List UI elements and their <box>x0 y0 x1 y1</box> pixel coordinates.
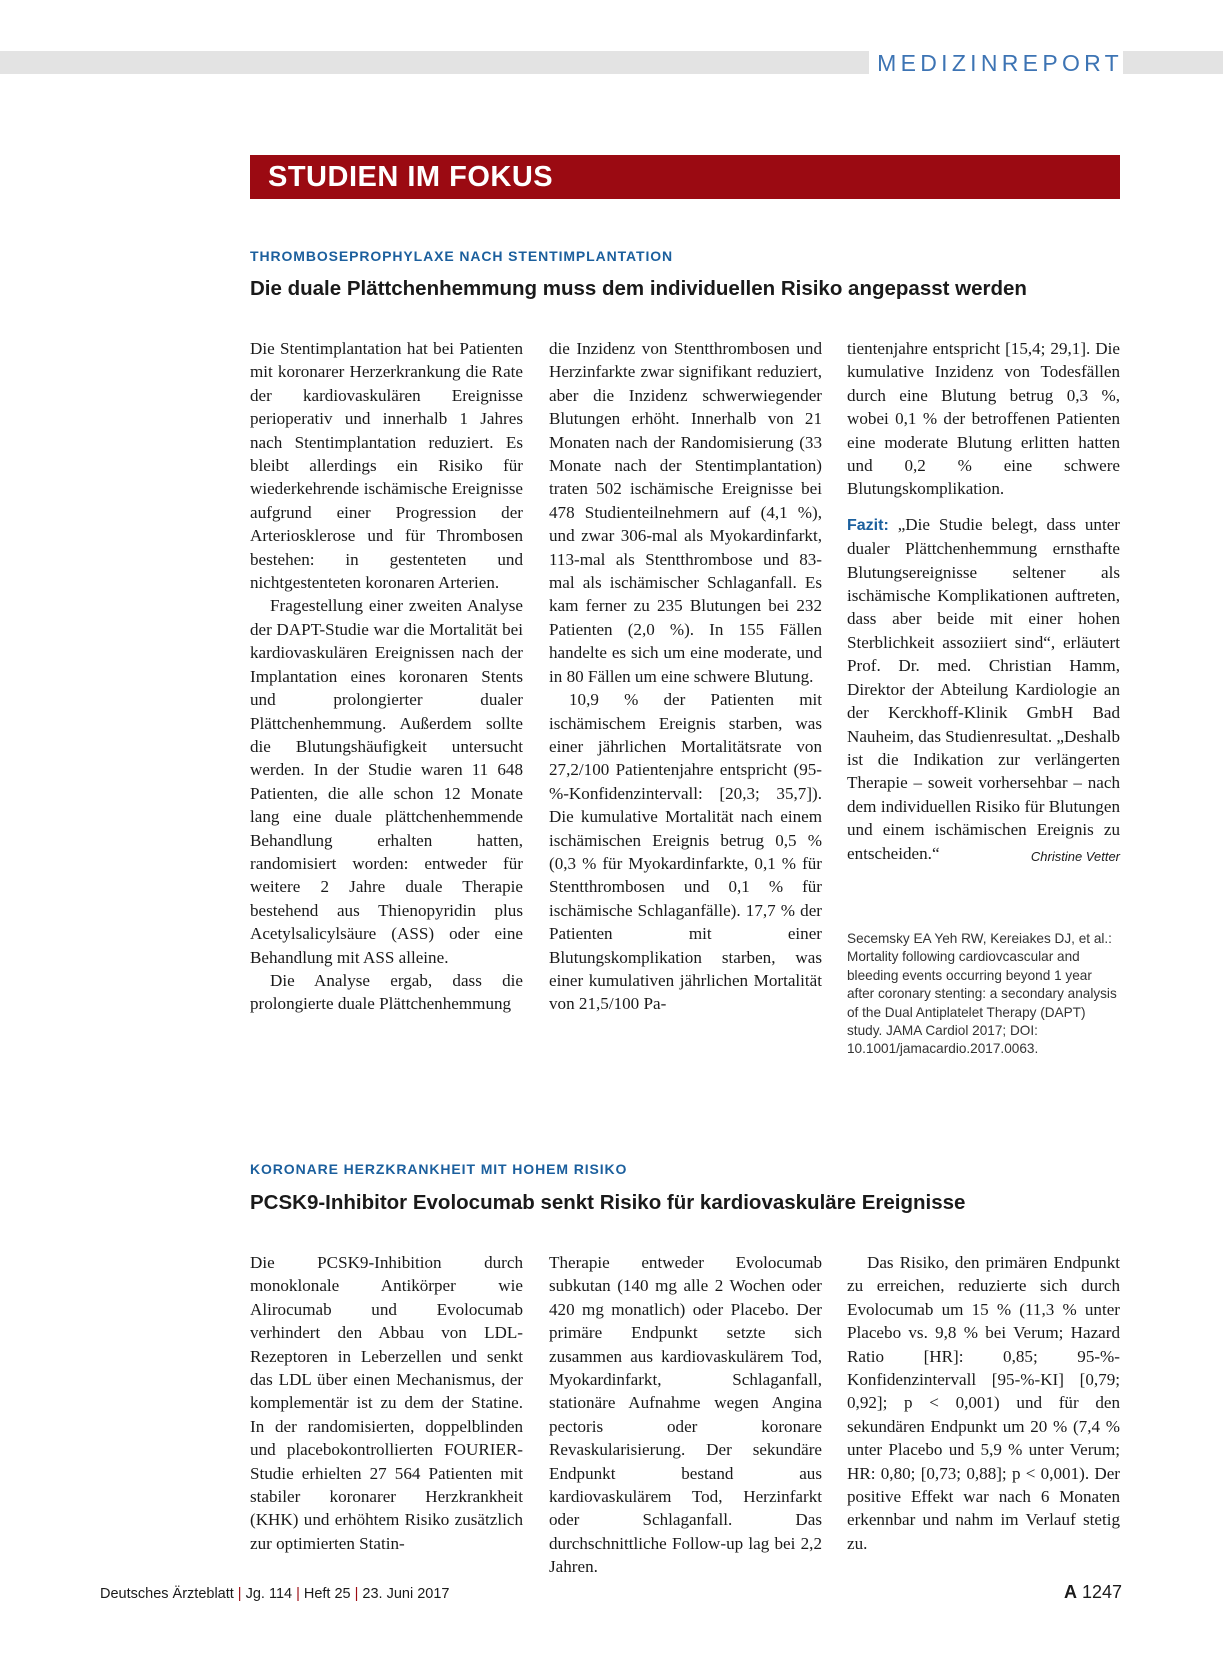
article2-paragraph: Die PCSK9-Inhibition durch monoklonale Antikörper wie Alirocumab und Evolocumab verhindert den Abbau von LDL-Rezeptoren in Leberzellen und senkt das LDL über einen Mechanismus, der komplementär ist zu dem der Statine. In der randomisierten, doppelblinden und placebokontrollierten FOURIER-Studie erhielten 27 564 Patienten mit stabiler koronarer Herzkrankheit (KHK) und erhöhtem Risiko zusätzlich zur optimierten Statin- <box>250 1253 523 1553</box>
separator: | <box>354 1586 359 1602</box>
article2-column-1 <box>250 1251 523 1555</box>
article2-column-3 <box>847 1251 1120 1555</box>
article2-paragraph: Therapie entweder Evolocumab subkutan (140 mg alle 2 Wochen oder 420 mg monatlich) oder Placebo. Der primäre Endpunkt setzte sich zusammen aus kardiovaskulärem Tod, Myokardinfarkt, Schlaganfall, stationäre Aufnahme wegen Angina pectoris oder koronare Revaskularisierung. Der sekundäre Endpunkt bestand aus kardiovaskulärem Tod, Herzinfarkt oder Schlaganfall. Das durchschnittliche Follow-up lag bei 2,2 Jahren. <box>549 1253 822 1577</box>
article1-kicker: THROMBOSEPROPHYLAXE NACH STENTIMPLANTATION <box>250 248 674 264</box>
article1-paragraph: tientenjahre entspricht [15,4; 29,1]. Die kumulative Inzidenz von Todesfällen durch eine Blutung betrug 0,3 %, wobei 0,1 % der betroffenen Patienten eine moderate Blutung erlitten hatten und 0,2 % eine schwere Blutungskomplikation. <box>847 339 1120 499</box>
article2-kicker: KORONARE HERZKRANKHEIT MIT HOHEM RISIKO <box>250 1161 628 1177</box>
section-label: MEDIZINREPORT <box>869 50 1123 76</box>
fazit-label: Fazit: <box>847 516 889 534</box>
article1-column-1 <box>250 337 523 1016</box>
separator: | <box>296 1586 300 1602</box>
separator: | <box>237 1586 242 1602</box>
article1-column-2 <box>549 337 822 1016</box>
article2-column-2 <box>549 1251 822 1579</box>
page-number <box>1064 1581 1122 1603</box>
fazit-text: „Die Studie belegt, dass unter dualer Plättchenhemmung ernsthafte Blutungsereignisse seltener als ischämische Komplikationen auftreten, dass aber beide mit einer hohen Sterblichkeit assoziiert sind“, erläutert Prof. Dr. med. Christian Hamm, Direktor der Abteilung Kardiologie an der Kerckhoff-Klinik GmbH Bad Nauheim, das Studienresultat. „Deshalb ist die Indikation zur verlängerten Therapie – soweit vorhersehbar – nach dem individuellen Risiko für Blutungen und einem ischämischen Ereignis zu entscheiden.“ <box>847 514 1120 863</box>
page-prefix: A <box>1063 1582 1077 1602</box>
article1-headline: Die duale Plättchenhemmung muss dem individuellen Risiko angepasst werden <box>250 277 1027 300</box>
article1-paragraph: die Inzidenz von Stentthrombosen und Herzinfarkte zwar signifikant reduziert, aber die Inzidenz schwerwiegender Blutungen erhöht. Innerhalb von 21 Monaten nach der Randomisierung (33 Monate nach der Stentimplantation) traten 502 ischämische Ereignisse bei 478 Studienteilnehmern auf (4,1 %), und zwar 306-mal als Myokardinfarkt, 113-mal als Stentthrombose und 83-mal als ischämischer Schlaganfall. Es kam ferner zu 235 Blutungen bei 232 Patienten (2,0 %). In 155 Fällen handelte es sich um eine moderate, und in 80 Fällen um eine schwere Blutung. <box>549 339 822 686</box>
reference: Secemsky EA Yeh RW, Kereiakes DJ, et al.: Mortality following cardiovcascular and bleeding events occurring beyond 1 year after coronary stenting: a secondary analysis of the Dual Antiplatelet Therapy (DAPT) study. JAMA Cardiol 2017; DOI: 10.1001/jamacardio.2017.0063. <box>847 931 1117 1057</box>
article1-paragraph: Die Analyse ergab, dass die prolongierte duale Plättchenhemmung <box>250 970 523 1014</box>
issue: Heft 25 <box>303 1586 351 1602</box>
article1-paragraph: Fragestellung einer zweiten Analyse der DAPT-Studie war die Mortalität bei kardiovaskulären Ereignissen nach der Implantation eines koronaren Stents und prolongierter dualer Plättchenhemmung. Außerdem sollte die Blutungshäufigkeit untersucht werden. In der Studie waren 11 648 Patienten, die alle schon 12 Monate lang eine duale plättchenhemmende Behandlung erhalten hatten, randomisiert worden: entweder für weitere 2 Jahre duale Therapie bestehend aus Thienopyridin plus Acetylsalicylsäure (ASS) oder eine Behandlung mit ASS alleine. <box>250 596 523 967</box>
journal-name: Deutsches Ärzteblatt <box>100 1586 234 1602</box>
footer-citation <box>100 1585 449 1603</box>
volume: Jg. 114 <box>245 1586 293 1602</box>
author-name: Christine Vetter <box>1030 848 1120 864</box>
banner-title: STUDIEN IM FOKUS <box>268 161 554 193</box>
article2-headline: PCSK9-Inhibitor Evolocumab senkt Risiko für kardiovaskuläre Ereignisse <box>250 1191 966 1214</box>
article1-paragraph: Die Stentimplantation hat bei Patienten mit koronarer Herzerkrankung die Rate der kardiovaskulären Ereignisse perioperativ und innerhalb 1 Jahres nach Stentimplantation reduziert. Es bleibt allerdings ein Risiko für wiederkehrende ischämische Ereignisse aufgrund einer Progression der Arteriosklerose und für Thrombosen bestehen: in gestenteten und nichtgestenteten koronaren Arterien. <box>250 339 523 593</box>
issue-date: 23. Juni 2017 <box>362 1586 450 1602</box>
page-number-value: 1247 <box>1081 1582 1122 1602</box>
article1-column-3 <box>847 337 1120 868</box>
section-banner <box>250 155 1120 199</box>
article1-paragraph: 10,9 % der Patienten mit ischämischem Ereignis starben, was einer jährlichen Mortalitätsrate von 27,2/100 Patientenjahre entspricht (95-%-Konfidenzintervall: [20,3; 35,7]). Die kumulative Mortalität nach einem ischämischen Ereignis betrug 0,5 % (0,3 % für Myokardinfarkte, 0,1 % für Stentthrombosen und 0,1 % für ischämische Schlaganfälle). 17,7 % der Patienten mit einer Blutungskomplikation starben, was einer kumulativen jährlichen Mortalität von 21,5/100 Pa- <box>549 690 822 1014</box>
article2-paragraph: Das Risiko, den primären Endpunkt zu erreichen, reduzierte sich durch Evolocumab um 15 % (11,3 % unter Placebo vs. 9,8 % bei Verum; Hazard Ratio [HR]: 0,85; 95-%-Konfidenzintervall [95-%-KI] [0,79; 0,92]; p < 0,001) und für den sekundären Endpunkt um 20 % (7,4 % unter Placebo und 5,9 % unter Verum; HR: 0,80; [0,73; 0,88]; p < 0,001). Der positive Effekt war nach 6 Monaten erkennbar und nahm im Verlauf stetig zu. <box>847 1253 1120 1553</box>
fazit-paragraph <box>847 513 1120 865</box>
